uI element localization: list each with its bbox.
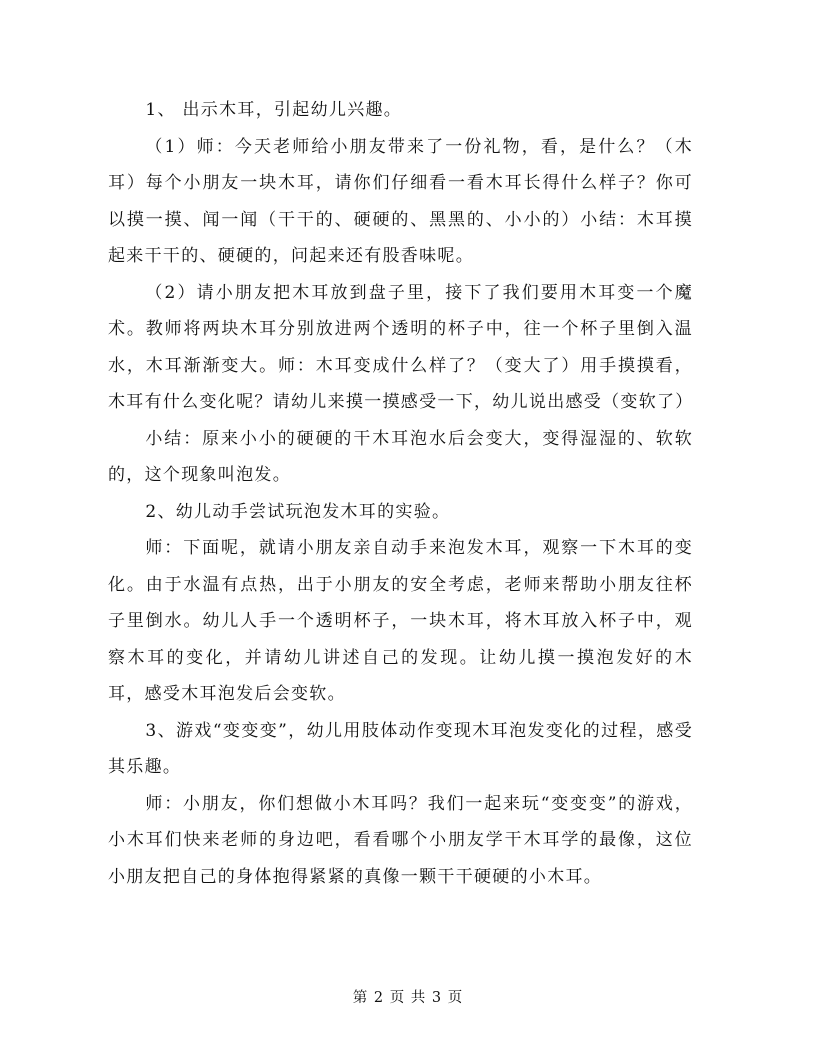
paragraph-section-3-body: 师：小朋友，你们想做小木耳吗？我们一起来玩“变变变”的游戏，小木耳们快来老师的身边吧，看看哪个小朋友学干木耳学的最像，这位小朋友把自己的身体抱得紧紧的真像一颗干干硬硬的小木耳。 — [108, 793, 693, 887]
paragraph-step-1: （1）师：今天老师给小朋友带来了一份礼物，看，是什么？（木耳）每个小朋友一块木耳，请你们仔细看一看木耳长得什么样子？你可以摸一摸、闻一闻（干干的、硬硬的、黑黑的、小小的）小结：木耳摸起来干干的、硬硬的，问起来还有股香味呢。 — [108, 136, 693, 266]
paragraph-section-2-heading: 2、幼儿动手尝试玩泡发木耳的实验。 — [145, 501, 451, 522]
document-body — [108, 92, 693, 895]
paragraph-section-3-heading: 3、游戏“变变变”，幼儿用肢体动作变现木耳泡发变化的过程，感受其乐趣。 — [108, 720, 693, 777]
paragraph-section-1-heading: 1、 出示木耳，引起幼儿兴趣。 — [145, 100, 403, 120]
paragraph-step-2: （2）请小朋友把木耳放到盘子里，接下了我们要用木耳变一个魔术。教师将两块木耳分别放进两个透明的杯子中，往一个杯子里倒入温水，木耳渐渐变大。师：木耳变成什么样了？（变大了）用手摸摸看，木耳有什么变化呢？请幼儿来摸一摸感受一下，幼儿说出感受（变软了） — [108, 282, 694, 412]
paragraph-summary: 小结：原来小小的硬硬的干木耳泡水后会变大，变得湿湿的、软软的，这个现象叫泡发。 — [108, 428, 693, 485]
page-number-footer: 第 2 页 共 3 页 — [352, 990, 464, 1006]
paragraph-section-2-body: 师：下面呢，就请小朋友亲自动手来泡发木耳，观察一下木耳的变化。由于水温有点热，出于小朋友的安全考虑，老师来帮助小朋友往杯子里倒水。幼儿人手一个透明杯子，一块木耳，将木耳放入杯子中，观察木耳的变化，并请幼儿讲述自己的发现。让幼儿摸一摸泡发好的木耳，感受木耳泡发后会变软。 — [108, 538, 693, 704]
